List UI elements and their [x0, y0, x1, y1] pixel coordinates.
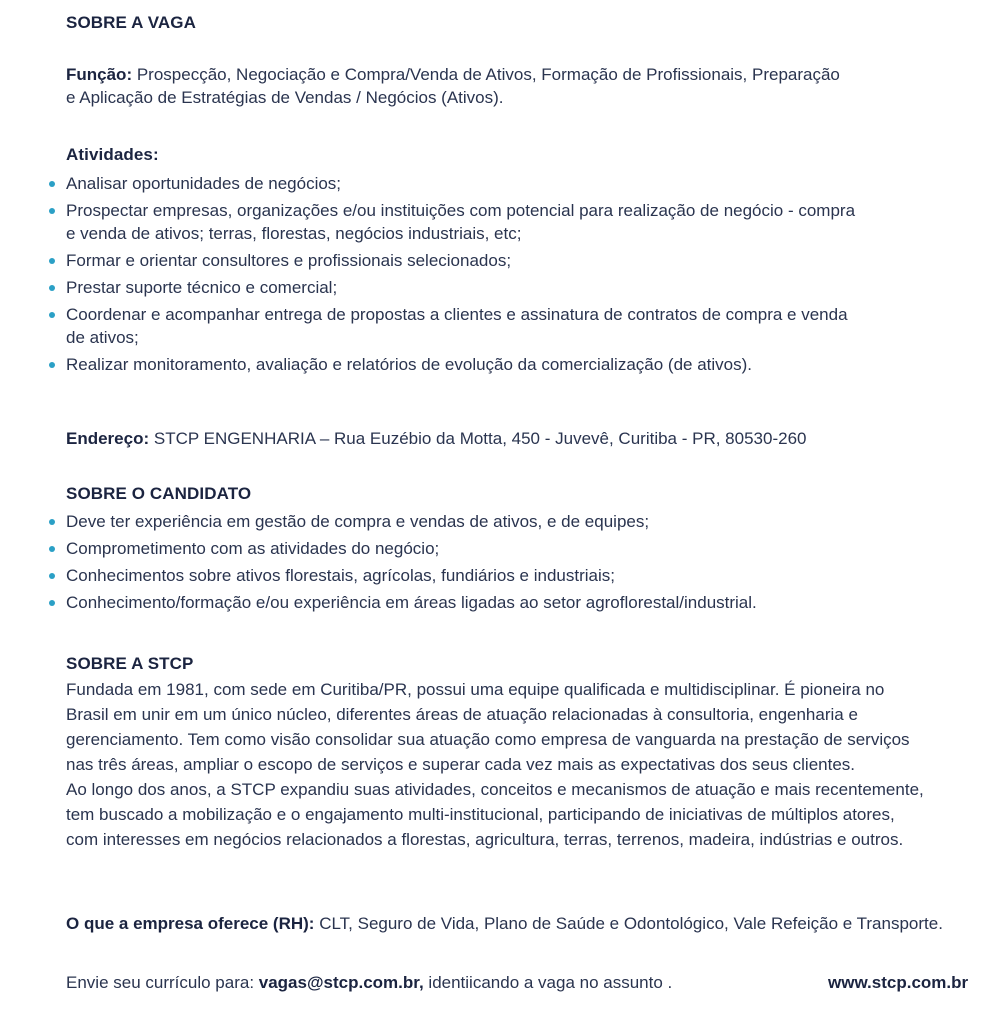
list-item: Prospectar empresas, organizações e/ou instituições com potencial para realização de negócio - compra e venda de ativos; terras, florestas, negócios industriais, etc; — [48, 199, 948, 245]
bullet-icon — [49, 208, 55, 214]
list-item: Conhecimento/formação e/ou experiência em áreas ligadas ao setor agroflorestal/industrial. — [48, 591, 948, 614]
bullet-icon — [49, 181, 55, 187]
endereco-line — [66, 427, 1001, 450]
bullet-icon — [49, 285, 55, 291]
footer-send-line — [66, 973, 672, 993]
list-item: Comprometimento com as atividades do negócio; — [48, 537, 948, 560]
bullet-icon — [49, 258, 55, 264]
oferece-text: CLT, Seguro de Vida, Plano de Saúde e Odontológico, Vale Refeição e Transporte. — [314, 914, 943, 933]
funcao-label: Função: — [66, 65, 133, 84]
list-item: Coordenar e acompanhar entrega de propostas a clientes e assinatura de contratos de compra e venda de ativos; — [48, 303, 948, 349]
envie-text: Envie seu currículo para: — [66, 973, 259, 992]
section-heading-stcp: SOBRE A STCP — [66, 654, 194, 673]
stcp-line: Brasil em unir em um único núcleo, diferentes áreas de atuação relacionadas à consultoria, engenharia e — [66, 705, 858, 724]
stcp-line: com interesses em negócios relacionados a florestas, agricultura, terras, terrenos, madeira, indústrias e outros. — [66, 830, 904, 849]
stcp-description — [66, 677, 1006, 852]
atividades-label: Atividades: — [66, 145, 159, 164]
endereco-label: Endereço: — [66, 429, 150, 448]
candidato-list — [48, 510, 948, 618]
stcp-line: nas três áreas, ampliar o escopo de serviços e superar cada vez mais as expectativas dos seus clientes. — [66, 755, 855, 774]
atividades-list — [48, 172, 948, 380]
funcao-line-1 — [66, 63, 1001, 86]
bullet-icon — [49, 600, 55, 606]
email-link[interactable]: vagas@stcp.com.br, — [258, 973, 424, 992]
stcp-line: Ao longo dos anos, a STCP expandiu suas atividades, conceitos e mecanismos de atuação e mais recentemente, — [66, 780, 924, 799]
stcp-line: gerenciamento. Tem como visão consolidar sua atuação como empresa de vanguarda na prestação de serviços — [66, 730, 910, 749]
bullet-icon — [49, 546, 55, 552]
bullet-icon — [49, 573, 55, 579]
list-item: Realizar monitoramento, avaliação e relatórios de evolução da comercialização (de ativos). — [48, 353, 948, 376]
funcao-text-1: Prospecção, Negociação e Compra/Venda de Ativos, Formação de Profissionais, Preparação — [132, 65, 840, 84]
website-link[interactable]: www.stcp.com.br — [828, 973, 969, 992]
endereco-text: STCP ENGENHARIA – Rua Euzébio da Motta, 450 - Juvevê, Curitiba - PR, 80530-260 — [149, 429, 807, 448]
stcp-line: Fundada em 1981, com sede em Curitiba/PR, possui uma equipe qualificada e multidisciplinar. É pioneira no — [66, 680, 885, 699]
bullet-icon — [49, 519, 55, 525]
envie-rest: identiicando a vaga no assunto . — [423, 973, 673, 992]
funcao-line-2: e Aplicação de Estratégias de Vendas / Negócios (Ativos). — [66, 88, 504, 107]
list-item: Formar e orientar consultores e profissionais selecionados; — [48, 249, 948, 272]
list-item: Deve ter experiência em gestão de compra e vendas de ativos, e de equipes; — [48, 510, 948, 533]
oferece-line — [66, 912, 1006, 935]
list-item: Prestar suporte técnico e comercial; — [48, 276, 948, 299]
list-item: Conhecimentos sobre ativos florestais, agrícolas, fundiários e industriais; — [48, 564, 948, 587]
section-heading-candidato: SOBRE O CANDIDATO — [66, 484, 252, 503]
list-item: Analisar oportunidades de negócios; — [48, 172, 948, 195]
funcao-paragraph — [66, 63, 1001, 109]
section-heading-vaga: SOBRE A VAGA — [66, 13, 196, 32]
stcp-line: tem buscado a mobilização e o engajamento multi-institucional, participando de iniciativas de múltiplos atores, — [66, 805, 895, 824]
oferece-label: O que a empresa oferece (RH): — [66, 914, 315, 933]
bullet-icon — [49, 312, 55, 318]
bullet-icon — [49, 362, 55, 368]
